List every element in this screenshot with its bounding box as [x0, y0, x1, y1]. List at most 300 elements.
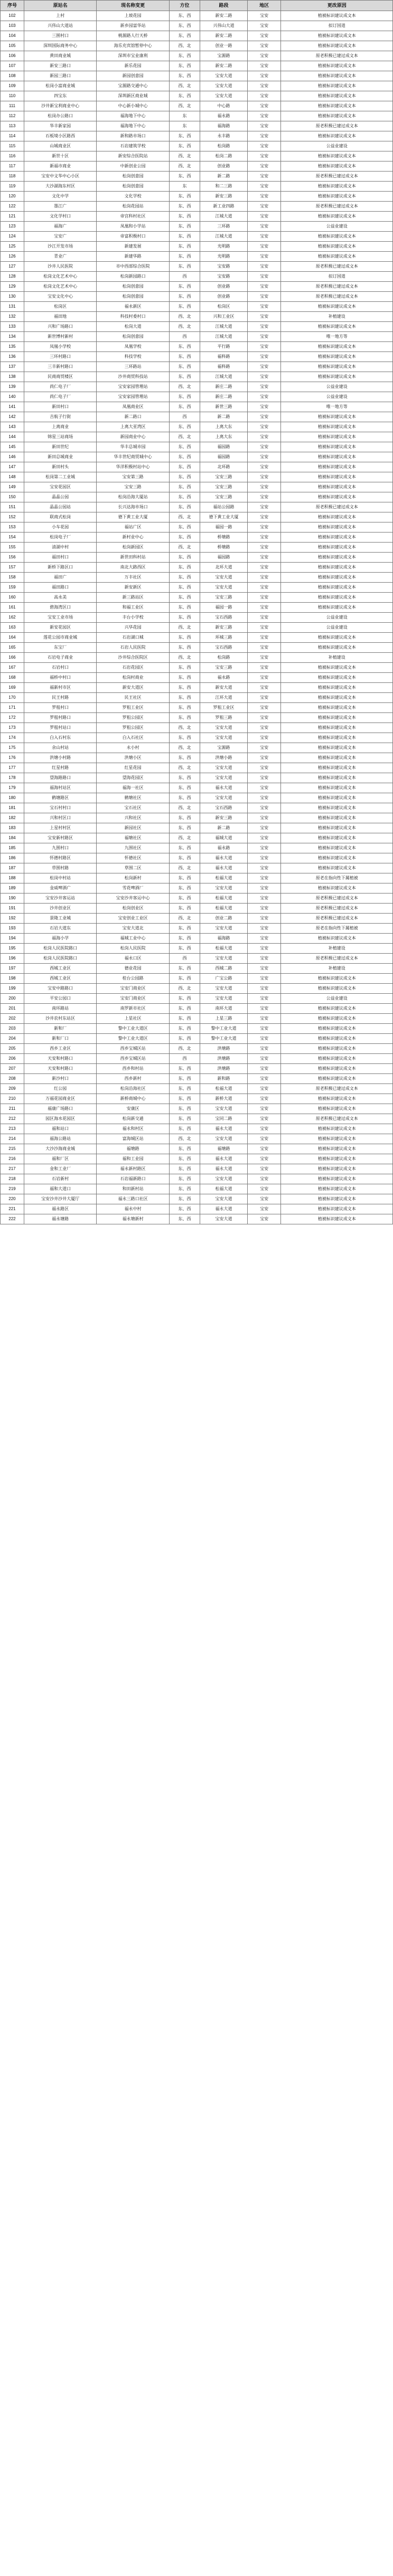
cell-district: 宝安 [247, 593, 280, 603]
cell-original-name: 黄田商业城 [24, 51, 96, 61]
cell-district: 宝安 [247, 121, 280, 131]
cell-original-name: 福田村口 [24, 553, 96, 563]
cell-new-name: 石岩建筑学校 [97, 141, 169, 151]
table-row [1, 71, 393, 81]
table-row [1, 332, 393, 342]
cell-index: 105 [1, 41, 24, 51]
cell-district: 宝安 [247, 1064, 280, 1074]
cell-new-name: 白入石社区 [97, 733, 169, 743]
cell-direction: 东、西 [169, 583, 200, 593]
cell-original-name: 新田总城商业 [24, 452, 96, 462]
table-row [1, 1214, 393, 1224]
cell-direction: 西、北 [169, 984, 200, 994]
table-row [1, 1174, 393, 1184]
cell-new-name: 华丰总城市园 [97, 442, 169, 452]
cell-new-name: 德业花园 [97, 964, 169, 974]
cell-direction: 东 [169, 182, 200, 192]
cell-direction: 东、西 [169, 402, 200, 412]
cell-index: 196 [1, 954, 24, 964]
cell-direction: 东 [169, 111, 200, 121]
cell-reason: 植被标识建议成文本 [281, 41, 393, 51]
table-row [1, 322, 393, 332]
cell-direction: 东、西 [169, 192, 200, 202]
cell-original-name: 尚仁电子厂 [24, 382, 96, 392]
cell-direction: 东、西 [169, 292, 200, 302]
cell-direction: 东、西 [169, 643, 200, 653]
cell-reason: 植被标识建议成文本 [281, 452, 393, 462]
table-row [1, 1004, 393, 1014]
cell-index: 164 [1, 633, 24, 643]
cell-index: 211 [1, 1104, 24, 1114]
cell-index: 138 [1, 372, 24, 382]
cell-road: 洪塘路 [200, 1044, 248, 1054]
cell-reason: 植被标识建议成文本 [281, 1154, 393, 1164]
table-row [1, 833, 393, 843]
cell-new-name: 宝安创业工业区 [97, 914, 169, 924]
cell-direction: 东、西 [169, 242, 200, 252]
cell-district: 宝安 [247, 944, 280, 954]
cell-road: 福永大道 [200, 853, 248, 863]
cell-original-name: 宝安中文华中心小区 [24, 172, 96, 182]
cell-new-name: 福海一社区 [97, 783, 169, 793]
cell-index: 200 [1, 994, 24, 1004]
cell-reason: 植被标识建议成文本 [281, 1004, 393, 1014]
cell-original-name: 福和厂区 [24, 1154, 96, 1164]
cell-index: 170 [1, 693, 24, 703]
cell-index: 218 [1, 1174, 24, 1184]
cell-reason: 植被标识建议成文本 [281, 1104, 393, 1114]
table-row [1, 1054, 393, 1064]
cell-index: 202 [1, 1014, 24, 1024]
cell-reason: 植被标识建议成文本 [281, 91, 393, 101]
cell-new-name: 罗租公园区 [97, 713, 169, 723]
cell-reason: 植被标识建议成文本 [281, 723, 393, 733]
cell-new-name: 新安大道区 [97, 683, 169, 693]
cell-index: 149 [1, 482, 24, 492]
cell-original-name: 锦星三站商场 [24, 432, 96, 442]
cell-index: 205 [1, 1044, 24, 1054]
cell-district: 宝安 [247, 673, 280, 683]
cell-new-name: 洪塘小区 [97, 753, 169, 763]
cell-direction: 东、西 [169, 793, 200, 803]
table-row [1, 1144, 393, 1154]
cell-district: 宝安 [247, 282, 280, 292]
cell-direction: 东、西 [169, 893, 200, 904]
cell-direction: 东、西 [169, 1084, 200, 1094]
cell-original-name: 白入石村东 [24, 733, 96, 743]
cell-district: 宝安 [247, 222, 280, 232]
cell-index: 102 [1, 11, 24, 21]
cell-original-name: 松岗中村站 [24, 873, 96, 883]
cell-road: 创业路 [200, 282, 248, 292]
cell-direction: 西、北 [169, 914, 200, 924]
table-row [1, 232, 393, 242]
cell-road: 永丰路 [200, 131, 248, 141]
cell-new-name: 松岗新园路口 [97, 272, 169, 282]
cell-new-name: 福城工业中心 [97, 934, 169, 944]
cell-road: 宝石西路 [200, 803, 248, 813]
cell-district: 宝安 [247, 151, 280, 161]
table-row [1, 432, 393, 442]
cell-index: 141 [1, 402, 24, 412]
cell-district: 宝安 [247, 924, 280, 934]
cell-reason: 植被标识建议成文本 [281, 753, 393, 763]
cell-reason: 植被标识建议成文本 [281, 342, 393, 352]
cell-district: 宝安 [247, 733, 280, 743]
cell-district: 宝安 [247, 362, 280, 372]
cell-road: 新安三路 [200, 192, 248, 202]
table-row [1, 974, 393, 984]
cell-direction: 东、西 [169, 553, 200, 563]
cell-direction: 西、北 [169, 382, 200, 392]
cell-direction: 西、北 [169, 151, 200, 161]
cell-new-name: 海乐充宾馆暂停中心 [97, 41, 169, 51]
cell-index: 186 [1, 853, 24, 863]
cell-road: 福园一路 [200, 603, 248, 613]
cell-new-name: 草围二区 [97, 863, 169, 873]
table-row [1, 924, 393, 934]
cell-reason: 植被标识建议成文本 [281, 853, 393, 863]
cell-original-name: 怀德村路区 [24, 853, 96, 863]
cell-road: 福永大道 [200, 1154, 248, 1164]
table-row [1, 1134, 393, 1144]
cell-road: 福塘路 [200, 1144, 248, 1154]
cell-original-name: 福海小学 [24, 934, 96, 944]
cell-index: 110 [1, 91, 24, 101]
cell-district: 宝安 [247, 833, 280, 843]
cell-district: 宝安 [247, 422, 280, 432]
cell-original-name: 园区海水花园区 [24, 1114, 96, 1124]
cell-index: 169 [1, 683, 24, 693]
cell-direction: 东、西 [169, 352, 200, 362]
table-row [1, 282, 393, 292]
cell-original-name: 大沙湖海东村区 [24, 182, 96, 192]
cell-road: 洪塘路 [200, 1054, 248, 1064]
cell-road: 宝安三路 [200, 663, 248, 673]
cell-original-name: 石岩村口 [24, 663, 96, 673]
cell-index: 153 [1, 522, 24, 533]
cell-new-name: 宝源路交通中心 [97, 81, 169, 91]
cell-original-name: 福和站口 [24, 1124, 96, 1134]
cell-index: 139 [1, 382, 24, 392]
table-row [1, 392, 393, 402]
table-row [1, 61, 393, 71]
cell-new-name: 凤凰和小学站 [97, 222, 169, 232]
cell-road: 新二路 [200, 823, 248, 833]
cell-district: 宝安 [247, 1074, 280, 1084]
cell-new-name: 罗租公园区 [97, 723, 169, 733]
cell-road: 宝安三路 [200, 593, 248, 603]
cell-direction: 西、北 [169, 863, 200, 873]
cell-road: 宝安大道 [200, 793, 248, 803]
table-row [1, 342, 393, 352]
table-row [1, 502, 393, 512]
table-row [1, 733, 393, 743]
cell-road: 福科路 [200, 362, 248, 372]
table-row [1, 31, 393, 41]
cell-index: 221 [1, 1204, 24, 1214]
cell-district: 宝安 [247, 553, 280, 563]
cell-road: 福永大道 [200, 1124, 248, 1134]
cell-index: 116 [1, 151, 24, 161]
table-row [1, 984, 393, 994]
cell-road: 松岗区 [200, 302, 248, 312]
cell-direction: 东、西 [169, 282, 200, 292]
cell-index: 113 [1, 121, 24, 131]
cell-reason: 植被标识建议成文本 [281, 553, 393, 563]
cell-road: 三环路 [200, 222, 248, 232]
cell-index: 123 [1, 222, 24, 232]
cell-direction: 东、西 [169, 522, 200, 533]
cell-index: 179 [1, 783, 24, 793]
cell-reason: 原老在指向性下属植被 [281, 924, 393, 934]
cell-direction: 东、西 [169, 703, 200, 713]
cell-direction: 东、西 [169, 11, 200, 21]
cell-new-name: 石岩福新路口 [97, 1174, 169, 1184]
cell-index: 174 [1, 733, 24, 743]
cell-reason: 植被标识建议成文本 [281, 883, 393, 893]
cell-original-name: 宝安新村路区 [24, 833, 96, 843]
cell-new-name: 宝石社区 [97, 803, 169, 813]
cell-road: 福海路 [200, 934, 248, 944]
cell-index: 210 [1, 1094, 24, 1104]
cell-direction: 西、北 [169, 653, 200, 663]
cell-reason: 植被标识建议成文本 [281, 492, 393, 502]
cell-district: 宝安 [247, 412, 280, 422]
cell-district: 宝安 [247, 252, 280, 262]
cell-new-name: 松岗大道 [97, 322, 169, 332]
cell-direction: 东、西 [169, 873, 200, 883]
cell-direction: 东、西 [169, 904, 200, 914]
cell-direction: 东、西 [169, 1034, 200, 1044]
cell-district: 宝安 [247, 1084, 280, 1094]
cell-original-name: 福海公路站 [24, 1134, 96, 1144]
cell-road: 广宝公路 [200, 974, 248, 984]
cell-index: 201 [1, 1004, 24, 1014]
cell-index: 209 [1, 1084, 24, 1094]
cell-district: 宝安 [247, 663, 280, 673]
cell-direction: 东、西 [169, 1204, 200, 1214]
cell-road: 西城二路 [200, 964, 248, 974]
table-row [1, 543, 393, 553]
cell-road: 宝安大道 [200, 573, 248, 583]
cell-reason: 植被标识建议成文本 [281, 583, 393, 593]
cell-reason: 植被标识建议成文本 [281, 372, 393, 382]
cell-district: 宝安 [247, 292, 280, 302]
cell-road: 上离大东 [200, 422, 248, 432]
cell-district: 宝安 [247, 603, 280, 613]
cell-reason: 植被标识建议成文本 [281, 81, 393, 91]
cell-reason: 植被标识建议成文本 [281, 663, 393, 673]
cell-original-name: 上星村村区 [24, 823, 96, 833]
cell-original-name: 松岗人民医院路口 [24, 954, 96, 964]
cell-direction: 东、西 [169, 1124, 200, 1134]
cell-new-name: 松岗新交通 [97, 1114, 169, 1124]
cell-district: 宝安 [247, 452, 280, 462]
cell-new-name: 松岗沿海社区 [97, 1084, 169, 1094]
cell-direction: 西 [169, 272, 200, 282]
cell-direction: 西、北 [169, 1044, 200, 1054]
cell-new-name: 黎中工业大道区 [97, 1024, 169, 1034]
table-row [1, 1024, 393, 1034]
cell-new-name: 松岗创意园 [97, 282, 169, 292]
cell-new-name: 松岗新村 [97, 873, 169, 883]
cell-road: 松福大道 [200, 873, 248, 883]
cell-new-name: 深圳新区商业城 [97, 91, 169, 101]
cell-road: 北环路 [200, 462, 248, 472]
cell-index: 128 [1, 272, 24, 282]
cell-index: 140 [1, 392, 24, 402]
cell-original-name: 沙井创业区 [24, 904, 96, 914]
cell-district: 宝安 [247, 212, 280, 222]
cell-original-name: 福海村站区 [24, 783, 96, 793]
cell-index: 144 [1, 432, 24, 442]
cell-road: 福科路 [200, 352, 248, 362]
cell-direction: 东、西 [169, 924, 200, 934]
cell-district: 宝安 [247, 31, 280, 41]
cell-road: 上离大东 [200, 432, 248, 442]
cell-district: 宝安 [247, 492, 280, 502]
cell-district: 宝安 [247, 984, 280, 994]
cell-index: 184 [1, 833, 24, 843]
table-row [1, 182, 393, 192]
cell-district: 宝安 [247, 1114, 280, 1124]
cell-new-name: 新三路站区 [97, 593, 169, 603]
cell-direction: 东、西 [169, 673, 200, 683]
cell-road: 北环大道 [200, 563, 248, 573]
cell-index: 199 [1, 984, 24, 994]
cell-index: 112 [1, 111, 24, 121]
table-row [1, 262, 393, 272]
cell-original-name: 上村 [24, 11, 96, 21]
cell-road: 黎中工业大道 [200, 1034, 248, 1044]
cell-index: 115 [1, 141, 24, 151]
cell-new-name: 新二路口 [97, 412, 169, 422]
cell-direction: 东、西 [169, 934, 200, 944]
table-row [1, 1194, 393, 1204]
cell-reason: 唯一地方等 [281, 332, 393, 342]
cell-direction: 东、西 [169, 843, 200, 853]
cell-new-name: 宝安第三路 [97, 472, 169, 482]
cell-direction: 东、西 [169, 613, 200, 623]
table-row [1, 753, 393, 763]
cell-original-name: 鹤塘路区 [24, 793, 96, 803]
cell-direction: 东、西 [169, 773, 200, 783]
cell-road: 环城三路 [200, 633, 248, 643]
cell-road: 江环大道 [200, 693, 248, 703]
cell-road: 兴伟山大道 [200, 21, 248, 31]
table-row [1, 302, 393, 312]
cell-original-name: 华丰新家园 [24, 121, 96, 131]
cell-reason: 原老积极已建过成文本 [281, 202, 393, 212]
cell-index: 147 [1, 462, 24, 472]
cell-direction: 东、西 [169, 733, 200, 743]
cell-road: 宝安大道 [200, 1194, 248, 1204]
cell-original-name: 福康广场路口 [24, 1104, 96, 1114]
cell-new-name: 宝安家园管理站 [97, 392, 169, 402]
cell-direction: 东、西 [169, 633, 200, 643]
cell-index: 183 [1, 823, 24, 833]
table-row [1, 1034, 393, 1044]
cell-new-name: 福永新村路区 [97, 1164, 169, 1174]
cell-reason: 原老积极已建过成文本 [281, 282, 393, 292]
cell-index: 107 [1, 61, 24, 71]
cell-district: 宝安 [247, 1144, 280, 1154]
cell-reason: 植被标识建议成文本 [281, 151, 393, 161]
table-row [1, 272, 393, 282]
cell-reason: 植被标识建议成文本 [281, 111, 393, 121]
cell-road: 创业路 [200, 292, 248, 302]
cell-index: 215 [1, 1144, 24, 1154]
cell-direction: 东、西 [169, 462, 200, 472]
header-road: 路段 [200, 1, 248, 11]
cell-reason: 植被标识建议成文本 [281, 232, 393, 242]
table-row [1, 793, 393, 803]
cell-direction: 东、西 [169, 853, 200, 863]
table-row [1, 352, 393, 362]
cell-district: 宝安 [247, 613, 280, 623]
cell-reason: 植被标识建议成文本 [281, 1144, 393, 1154]
cell-original-name: 罗租村站口 [24, 723, 96, 733]
cell-road: 福永大道 [200, 783, 248, 793]
cell-district: 宝安 [247, 342, 280, 352]
cell-district: 宝安 [247, 1174, 280, 1184]
cell-reason: 植被标识建议成文本 [281, 813, 393, 823]
cell-reason: 植被标识建议成文本 [281, 482, 393, 492]
cell-original-name: 宝安中路路口 [24, 984, 96, 994]
cell-original-name: 新和厂口 [24, 1034, 96, 1044]
cell-reason: 植被标识建议成文本 [281, 11, 393, 21]
cell-new-name: 新建华路 [97, 252, 169, 262]
cell-reason: 植被标识建议成文本 [281, 843, 393, 853]
cell-index: 167 [1, 663, 24, 673]
cell-direction: 东、西 [169, 1214, 200, 1224]
cell-original-name: 四宝东 [24, 91, 96, 101]
table-row [1, 904, 393, 914]
cell-index: 197 [1, 964, 24, 974]
table-row [1, 553, 393, 563]
cell-new-name: 兴和社区 [97, 813, 169, 823]
table-row [1, 883, 393, 893]
cell-original-name: 福新村市区 [24, 683, 96, 693]
table-row [1, 843, 393, 853]
cell-road: 松福大道 [200, 1084, 248, 1094]
cell-direction: 西、北 [169, 81, 200, 91]
table-row [1, 111, 393, 121]
cell-road: 宝安大道 [200, 1174, 248, 1184]
cell-new-name: 福永新区 [97, 302, 169, 312]
cell-new-name: 沙井综合医院区 [97, 653, 169, 663]
cell-new-name: 福和工业园 [97, 1154, 169, 1164]
cell-index: 178 [1, 773, 24, 783]
cell-direction: 东、西 [169, 362, 200, 372]
cell-new-name: 福永中村 [97, 1204, 169, 1214]
cell-road: 上星三路 [200, 1014, 248, 1024]
table-row [1, 653, 393, 663]
header-index: 序号 [1, 1, 24, 11]
header-direction: 方位 [169, 1, 200, 11]
cell-road: 宝安大道 [200, 984, 248, 994]
cell-district: 宝安 [247, 703, 280, 713]
cell-reason: 原老积极已建过成文本 [281, 502, 393, 512]
cell-district: 宝安 [247, 352, 280, 362]
cell-reason: 原老积极已建过成文本 [281, 893, 393, 904]
cell-district: 宝安 [247, 11, 280, 21]
table-row [1, 51, 393, 61]
cell-original-name: 三环村路口 [24, 352, 96, 362]
table-row [1, 593, 393, 603]
cell-reason: 植被标识建议成文本 [281, 1064, 393, 1074]
